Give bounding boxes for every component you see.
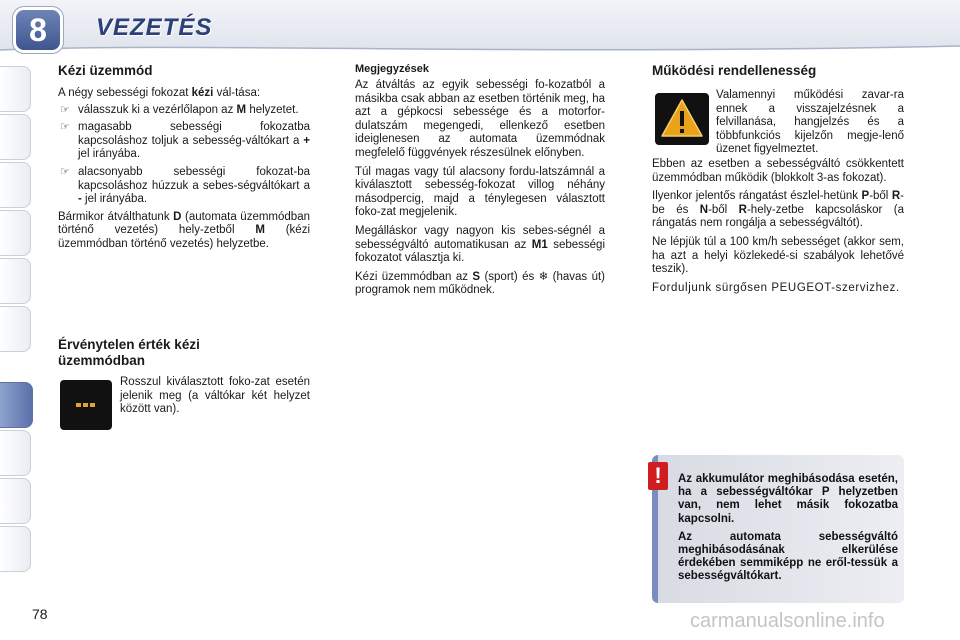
list-item: ☞ válasszuk ki a vezérlőlapon az M helyzetet. [60,103,299,116]
manual-mode-intro: A négy sebességi fokozat kézi vál-tása: [58,87,261,99]
snowflake-icon: ❄ [538,270,549,283]
notes-heading: Megjegyzések [355,63,429,75]
watermark: carmanualsonline.info [690,610,885,632]
notes-section [355,63,605,298]
chapter-badge: 8 [16,10,60,50]
header-wave [0,40,960,58]
malfunction-paragraph-5: Forduljunk sürgősen PEUGEOT-szervizhez. [652,281,900,294]
malfunction-paragraph-1: Valamennyi működési zavar-ra ennek a visszajelzésnek a felvillanása, hangjelzés és a többfunkciós kijelzőn megje-lenő üzenet figyelmeztet. [716,89,904,156]
pointing-hand-icon: ☞ [60,121,70,134]
manual-mode-switch-text: Bármikor átválthatunk D (automata üzemmódban történő vezetés) hely-zetből M (kézi üzemmódban történő vezetés) helyzetbe. [58,210,310,250]
warning-triangle-icon [655,93,709,145]
malfunction-paragraph-4: Ne lépjük túl a 100 km/h sebességet (akkor sem, ha azt a helyi közlekedé-si szabályok lehetővé teszik). [652,235,904,276]
notes-paragraph-4: Kézi üzemmódban az S (sport) és ❄ (havas út) programok nem működnek. [355,270,605,297]
notes-paragraph-3: Megálláskor vagy nagyon kis sebes-ségnél a sebességváltó automatikusan az M1 sebességi fokozatot választja ki. [355,224,606,265]
malfunction-section [652,63,904,79]
side-tab-9[interactable] [0,478,31,524]
pointing-hand-icon: ☞ [60,103,70,116]
side-tab-3[interactable] [0,162,31,208]
invalid-value-section [58,337,278,369]
pointing-hand-icon: ☞ [60,165,70,178]
invalid-gear-dots-icon [60,380,112,430]
notes-paragraph-1: Az átváltás az egyik sebességi fo-kozatból a másikba csak abban az esetben történik meg, ha azt a gépkocsi sebessége és a motorfor-dulatszám megengedi, ellenkező esetben ideiglenesen az automata üzemmódnak megfelelő függvények részesülnek előnyben. [355,79,605,159]
list-item: ☞ magasabb sebességi fokozatba kapcsoláshoz toljuk a sebesség-váltókart a + jel irányába. [60,121,310,161]
malfunction-paragraph-3: Ilyenkor jelentős rángatást észlel-hetünk P-ből R-be és N-ből R-hely-zetbe kapcsoláskor (a rángatás nem rongálja a sebességváltót). [652,190,905,230]
side-tab-4[interactable] [0,210,31,256]
manual-mode-steps [58,104,310,207]
side-tab-1[interactable] [0,66,31,112]
manual-mode-heading: Kézi üzemmód [58,63,153,78]
important-note-paragraph-2: Az automata sebességváltó meghibásodásának elkerülése érdekében semmiképp ne eről-tessük a sebességváltókart. [678,530,898,583]
side-tab-5[interactable] [0,258,31,304]
malfunction-heading: Működési rendellenesség [652,63,817,78]
important-note-paragraph-1: Az akkumulátor meghibásodása esetén, ha a sebességváltókar P helyzetben van, nem lehet másik fokozatba kapcsolni. [678,473,898,525]
page-number: 78 [32,606,48,622]
exclamation-icon: ! [648,462,668,490]
important-note-text [678,473,898,589]
side-tab-8[interactable] [0,430,31,476]
invalid-value-heading: Érvénytelen érték kézi üzemmódban [58,337,200,368]
malfunction-paragraph-2: Ebben az esetben a sebességváltó csökkentett üzemmódban működik (blokkolt 3-as fokozat). [652,158,904,184]
page-title: VEZETÉS [96,14,213,41]
list-item: ☞ alacsonyabb sebességi fokozat-ba kapcsoláshoz húzzuk a sebes-ségváltókart a - jel irányába. [60,165,310,206]
notes-paragraph-2: Túl magas vagy túl alacsony fordu-latszámnál a kiválasztott sebesség-fokozat villog néhány másodpercig, majd a ténylegesen választott foko-zat megjelenik. [355,165,605,219]
invalid-value-text: Rosszul kiválasztott foko-zat esetén jelenik meg (a váltókar két helyzet között van). [120,376,310,416]
side-tab-active[interactable] [0,382,33,428]
side-tab-2[interactable] [0,114,31,160]
manual-mode-section [58,63,310,252]
side-tab-10[interactable] [0,526,31,572]
side-tab-6[interactable] [0,306,31,352]
